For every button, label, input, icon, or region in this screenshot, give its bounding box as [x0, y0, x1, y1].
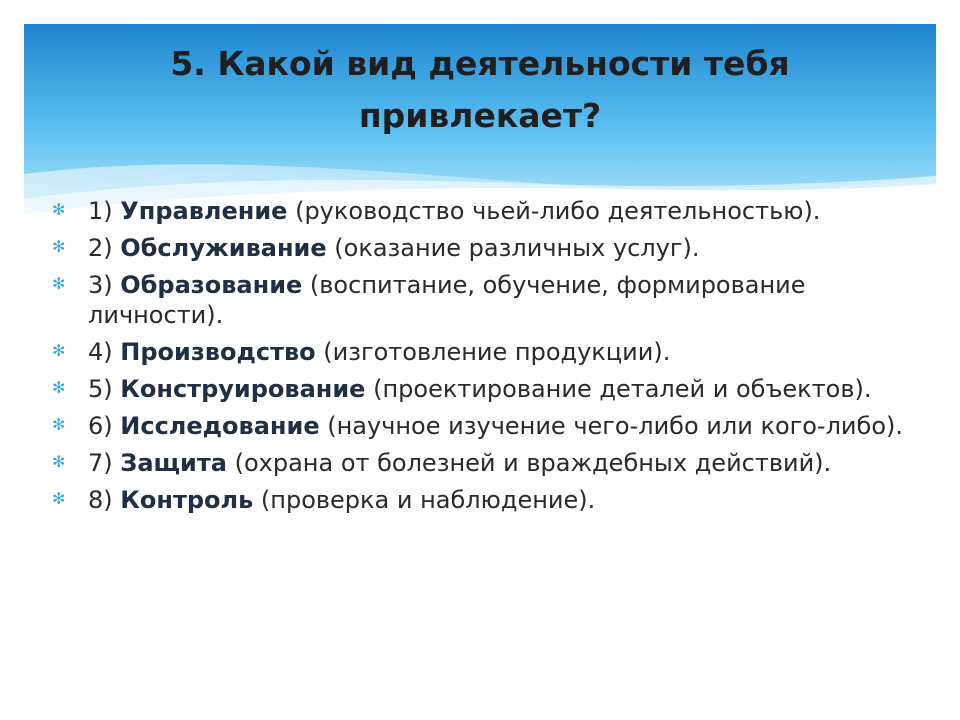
item-number: 4): [88, 338, 121, 366]
item-term: Контроль: [120, 486, 254, 514]
asterisk-bullet-icon: ✻: [52, 274, 66, 293]
item-number: 1): [88, 197, 121, 225]
asterisk-bullet-icon: ✻: [52, 237, 66, 256]
item-description: (проектирование деталей и объектов).: [365, 375, 872, 403]
item-term: Обслуживание: [120, 234, 327, 262]
activity-list: [52, 196, 912, 522]
asterisk-bullet-icon: ✻: [52, 415, 66, 434]
list-item: [52, 448, 912, 478]
asterisk-bullet-icon: ✻: [52, 378, 66, 397]
list-item: [52, 270, 912, 330]
asterisk-bullet-icon: ✻: [52, 341, 66, 360]
item-description: (проверка и наблюдение).: [253, 486, 596, 514]
item-number: 3): [88, 271, 121, 299]
slide-title-line2: привлекает?: [358, 96, 602, 135]
item-description: (изготовление продукции).: [315, 338, 671, 366]
list-item: [52, 411, 912, 441]
item-term: Конструирование: [120, 375, 366, 403]
list-item: [52, 374, 912, 404]
slide-title-line1: 5. Какой вид деятельности тебя: [170, 44, 790, 83]
item-description: (охрана от болезней и враждебных действий).: [226, 449, 832, 477]
item-term: Образование: [120, 271, 303, 299]
item-number: 8): [88, 486, 121, 514]
list-item: [52, 337, 912, 367]
item-description: (руководство чьей-либо деятельностью).: [287, 197, 821, 225]
item-number: 2): [88, 234, 121, 262]
item-term: Управление: [120, 197, 288, 225]
list-item: [52, 196, 912, 226]
asterisk-bullet-icon: ✻: [52, 489, 66, 508]
item-description: (воспитание, обучение, формирование личности).: [88, 271, 806, 329]
item-description: (научное изучение чего-либо или кого-либо).: [319, 412, 903, 440]
slide-title: [24, 38, 936, 142]
item-number: 5): [88, 375, 121, 403]
item-description: (оказание различных услуг).: [326, 234, 700, 262]
asterisk-bullet-icon: ✻: [52, 452, 66, 471]
list-item: [52, 485, 912, 515]
item-term: Исследование: [120, 412, 320, 440]
item-number: 7): [88, 449, 121, 477]
list-item: [52, 233, 912, 263]
item-term: Производство: [120, 338, 316, 366]
item-number: 6): [88, 412, 121, 440]
item-term: Защита: [120, 449, 227, 477]
asterisk-bullet-icon: ✻: [52, 200, 66, 219]
